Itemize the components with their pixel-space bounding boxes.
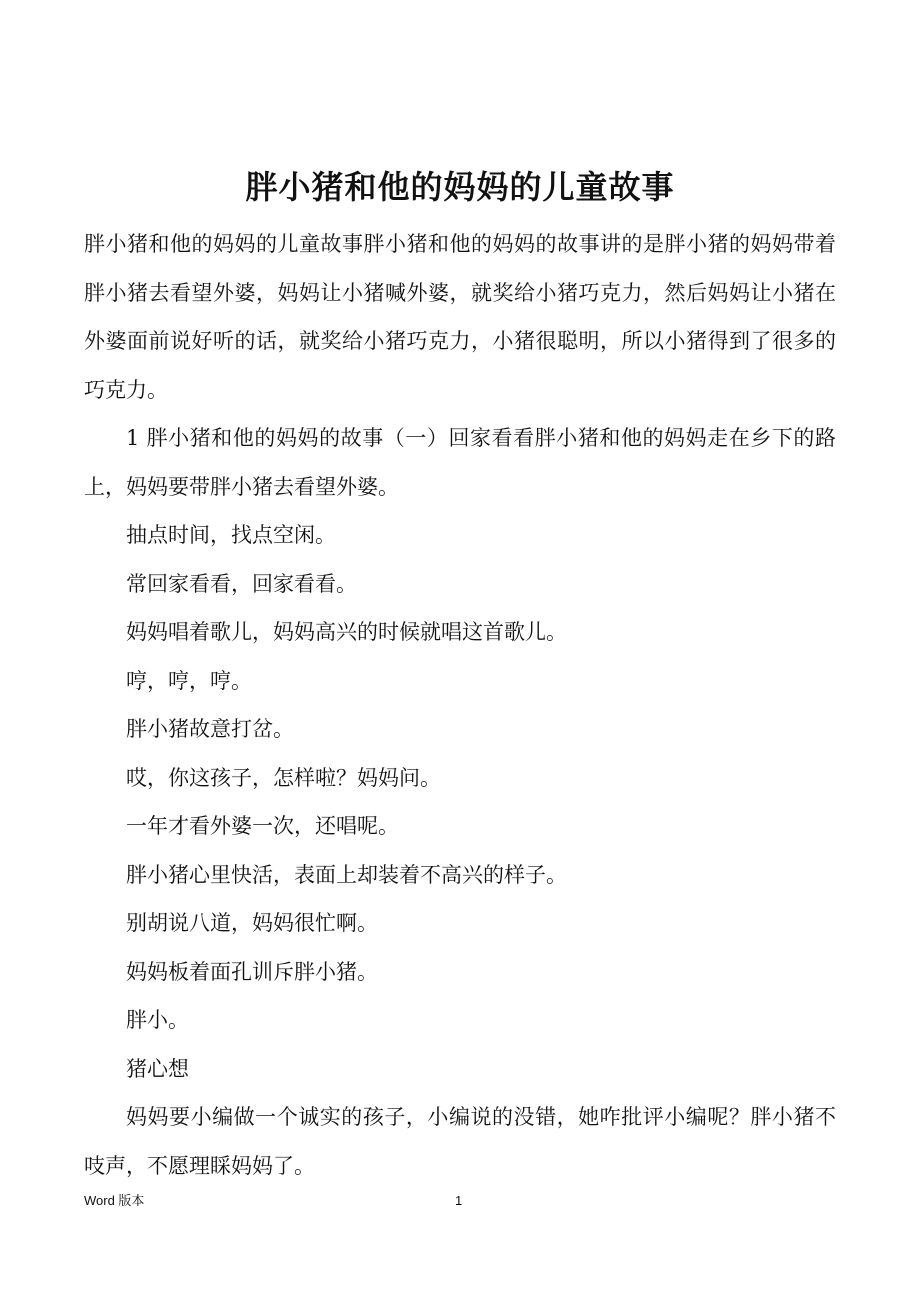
paragraph: 胖小猪故意打岔。 (126, 717, 294, 741)
paragraph: 常回家看看，回家看看。 (126, 571, 357, 596)
page-number: 1 (455, 1193, 463, 1208)
document-title: 胖小猪和他的妈妈的儿童故事 (245, 168, 675, 207)
paragraph: 胖小。 (126, 1008, 189, 1032)
paragraph: 胖小猪心里快活，表面上却装着不高兴的样子。 (126, 862, 567, 887)
paragraph: 妈妈板着面孔训斥胖小猪。 (126, 959, 378, 984)
document-body (84, 220, 836, 1190)
paragraph: 哎，你这孩子，怎样啦？妈妈问。 (126, 765, 441, 790)
paragraph: 胖小猪和他的妈妈的儿童故事胖小猪和他的妈妈的故事讲的是胖小猪的妈妈带着胖小猪去看望外婆，妈妈让小猪喊外婆，就奖给小猪巧克力，然后妈妈让小猪在外婆面前说好听的话，就奖给小猪巧克力，小猪很聪明，所以小猪得到了很多的巧克力。 (84, 232, 836, 402)
paragraph: 抽点时间，找点空闲。 (126, 523, 336, 547)
paragraph: 一年才看外婆一次，还唱呢。 (126, 814, 399, 838)
paragraph: 妈妈唱着歌儿，妈妈高兴的时候就唱这首歌儿。 (126, 620, 567, 644)
paragraph: 哼，哼，哼。 (126, 668, 252, 693)
paragraph: 1 胖小猪和他的妈妈的故事（一）回家看看胖小猪和他的妈妈走在乡下的路上，妈妈要带胖小猪去看望外婆。 (84, 426, 836, 499)
paragraph: 猪心想 (126, 1056, 189, 1081)
paragraph: 别胡说八道，妈妈很忙啊。 (126, 911, 378, 935)
footer-label: Word 版本 (84, 1193, 145, 1208)
paragraph: 妈妈要小编做一个诚实的孩子，小编说的没错，她咋批评小编呢？胖小猪不吱声，不愿理睬妈妈了。 (84, 1105, 836, 1178)
